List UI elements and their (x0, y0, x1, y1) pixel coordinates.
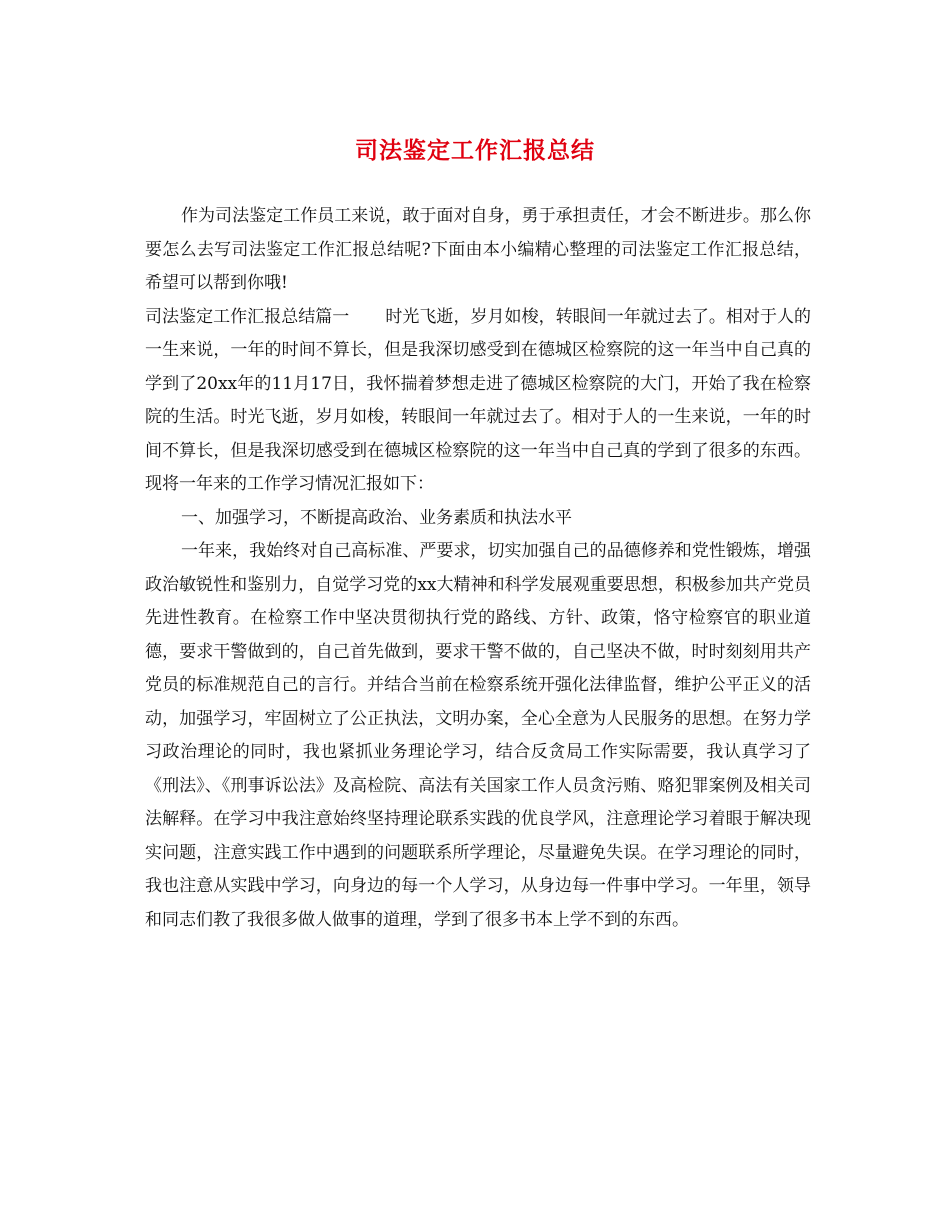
section-text: 时光飞逝，岁月如梭，转眼间一年就过去了。相对于人的一生来说，一年的时间不算长，但是我深切感受到在德城区检察院的这一年当中自己真的学到了20xx年的11月17日，我怀揣着梦想走进了德城区检察院的大门，开始了我在检察院的生活。时光飞逝，岁月如梭，转眼间一年就过去了。相对于人的一生来说，一年的时间不算长，但是我深切感受到在德城区检察院的这一年当中自己真的学到了很多的东西。现将一年来的工作学习情况汇报如下： (145, 306, 812, 494)
body-paragraph: 一年来，我始终对自己高标准、严要求，切实加强自己的品德修养和党性锻炼，增强政治敏锐性和鉴别力，自觉学习党的xx大精神和科学发展观重要思想，积极参加共产党员先进性教育。在检察工作中坚决贯彻执行党的路线、方针、政策，恪守检察官的职业道德，要求干警做到的，自己首先做到，要求干警不做的，自己坚决不做，时时刻刻用共产党员的标准规范自己的言行。并结合当前在检察系统开强化法律监督，维护公平正义的活动，加强学习，牢固树立了公正执法，文明办案，全心全意为人民服务的思想。在努力学习政治理论的同时，我也紧抓业务理论学习，结合反贪局工作实际需要，我认真学习了《刑法》、《刑事诉讼法》及高检院、高法有关国家工作人员贪污贿、赂犯罪案例及相关司法解释。在学习中我注意始终坚持理论联系实践的优良学风，注意理论学习着眼于解决现实问题，注意实践工作中遇到的问题联系所学理论，尽量避免失误。在学习理论的同时，我也注意从实践中学习，向身边的每一个人学习，从身边每一件事中学习。一年里，领导和同志们教了我很多做人做事的道理，学到了很多书本上学不到的东西。 (145, 541, 811, 930)
section-paragraph (145, 301, 811, 502)
section-heading: 一、加强学习，不断提高政治、业务素质和执法水平 (181, 507, 572, 528)
document-body (145, 200, 811, 937)
document-title: 司法鉴定工作汇报总结 (355, 137, 595, 164)
section-label: 司法鉴定工作汇报总结篇一 (145, 306, 350, 327)
intro-paragraph: 作为司法鉴定工作员工来说，敢于面对自身，勇于承担责任，才会不断进步。那么你要怎么去写司法鉴定工作汇报总结呢?下面由本小编精心整理的司法鉴定工作汇报总结，希望可以帮到你哦! (145, 206, 811, 293)
